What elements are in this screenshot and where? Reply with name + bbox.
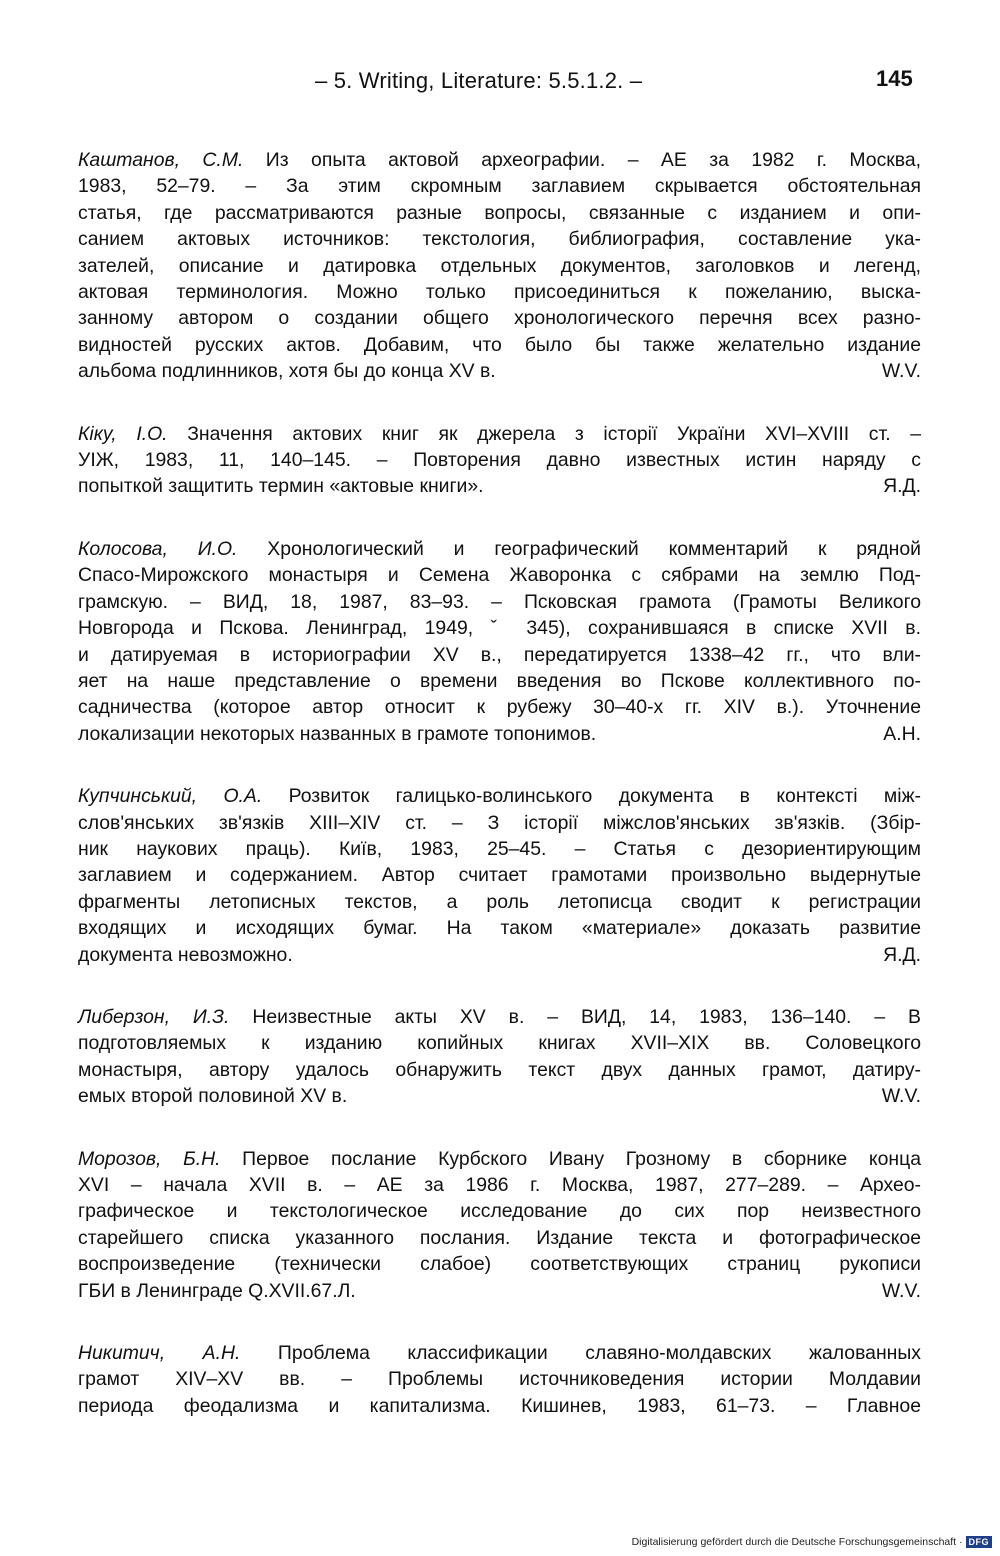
entry-author: Каштанов, С.М.: [78, 149, 244, 171]
entry-first-line: [78, 1340, 921, 1366]
entry-text: альбома подлинников, хотя бы до конца XV в.: [78, 360, 496, 383]
entry-line: периода феодализма и капитализма. Кишинев, 1983, 61–73. – Главное: [78, 1394, 921, 1417]
reviewer-initials: А.Н.: [883, 722, 921, 745]
entry-author: Купчинський, О.А.: [78, 785, 263, 808]
reviewer-initials: W.V.: [881, 1085, 921, 1108]
entry-line: садничества (которое автор относит к рубежу 30–40-х гг. XIV в.). Уточнение: [78, 696, 921, 719]
entry-last-line: [78, 721, 921, 747]
bibliography-entry: [78, 1146, 921, 1304]
entry-line: Спасо-Мирожского монастыря и Семена Жаворонка с сябрами на землю Под-: [78, 564, 921, 587]
entry-line: подготовляемых к изданию копийных книгах XVII–XIX вв. Соловецкого: [78, 1032, 921, 1055]
running-head: – 5. Writing, Literature: 5.5.1.2. –: [315, 68, 643, 93]
entry-author: Морозов, Б.Н.: [78, 1147, 221, 1170]
reviewer-initials: Я.Д.: [883, 475, 921, 498]
entry-text: емых второй половиной XV в.: [78, 1085, 348, 1108]
entry-first-line: [78, 1004, 921, 1030]
entry-line: статья, где рассматриваются разные вопросы, связанные с изданием и опи-: [78, 201, 921, 224]
entry-text: Неизвестные акты XV в. – ВИД, 14, 1983, 136–140. – В: [229, 1005, 921, 1028]
entry-line: входящих и исходящих бумаг. На таком «материале» доказать развитие: [78, 917, 921, 940]
entry-line: видностей русских актов. Добавим, что было бы также желательно издание: [78, 333, 921, 356]
entry-last-line: [78, 358, 921, 384]
entry-text: локализации некоторых названных в грамоте топонимов.: [78, 722, 597, 745]
entry-author: Кіку, І.О.: [78, 422, 168, 445]
entry-text: Первое послание Курбского Ивану Грозному в сборнике конца: [220, 1147, 921, 1170]
entry-first-line: [78, 783, 921, 809]
entry-line: грамот XIV–XV вв. – Проблемы источниковедения истории Молдавии: [78, 1368, 921, 1391]
bibliography-entry: [78, 421, 921, 500]
reviewer-initials: Я.Д.: [883, 943, 921, 966]
bibliography-entry: [78, 536, 921, 747]
entry-line: заглавием и содержанием. Автор считает грамотами произвольно выдернутые: [78, 864, 921, 887]
entry-last-line: [78, 1278, 921, 1304]
entry-line: грамскую. – ВИД, 18, 1987, 83–93. – Псковская грамота (Грамоты Великого: [78, 590, 921, 613]
page-number: 145: [876, 66, 913, 91]
bibliography-entry: [78, 1004, 921, 1110]
entry-first-line: [78, 1146, 921, 1172]
entry-author: Колосова, И.О.: [78, 537, 238, 560]
entry-line: слов'янських зв'язків XIII–XIV ст. – З історії міжслов'янських зв'язків. (Збір-: [78, 811, 921, 834]
entry-first-line: [78, 536, 921, 562]
entry-text: Значення актових книг як джерела з історії України XVI–XVIII ст. –: [167, 422, 921, 445]
footer-text: Digitalisierung gefördert durch die Deutsche Forschungsgemeinschaft ·: [631, 1536, 963, 1548]
entry-line: санием актовых источников: текстология, библиография, составление ука-: [78, 228, 921, 251]
entry-line: и датируемая в историографии XV в., передатируется 1338–42 гг., что вли-: [78, 643, 921, 666]
entry-line: воспроизведение (технически слабое) соответствующих страниц рукописи: [78, 1253, 921, 1276]
entry-line: XVI – начала XVII в. – АЕ за 1986 г. Москва, 1987, 277–289. – Архео-: [78, 1174, 921, 1196]
entry-line: 1983, 52–79. – За этим скромным заглавием скрывается обстоятельная: [78, 175, 921, 198]
entry-last-line: [78, 473, 921, 499]
entry-text: Хронологический и географический комментарий к рядной: [237, 537, 922, 560]
entry-line: яет на наше представление о времени введения во Пскове коллективного по-: [78, 669, 921, 692]
entry-first-line: [78, 421, 921, 447]
entry-author: Никитич, А.Н.: [78, 1342, 241, 1365]
entry-text: Из опыта актовой археографии. – АЕ за 1982 г. Москва,: [243, 149, 921, 171]
entry-text: документа невозможно.: [78, 943, 293, 966]
entry-line: старейшего списка указанного послания. Издание текста и фотографическое: [78, 1226, 921, 1249]
reviewer-initials: W.V.: [881, 1279, 921, 1302]
bibliography-entry: [78, 783, 921, 968]
bibliography-entry: [78, 147, 921, 385]
entry-line: актовая терминология. Можно только присоединиться к пожеланию, выска-: [78, 281, 921, 304]
entry-line: занному автором о создании общего хронологического перечня всех разно-: [78, 307, 921, 330]
entry-last-line: [78, 942, 921, 968]
entry-last-line: [78, 1083, 921, 1109]
entry-line: графическое и текстологическое исследование до сих пор неизвестного: [78, 1200, 921, 1223]
entry-text: попыткой защитить термин «актовые книги».: [78, 475, 484, 498]
entry-line: монастыря, автору удалось обнаружить текст двух данных грамот, датиру-: [78, 1058, 921, 1081]
entry-line: зателей, описание и датировка отдельных документов, заголовков и легенд,: [78, 254, 921, 277]
entry-text: Розвиток галицько-волинського документа в контексті між-: [262, 785, 922, 808]
digitization-footer: [632, 1536, 992, 1548]
entry-first-line: [78, 147, 921, 173]
bibliography-entry: [78, 1340, 921, 1419]
reviewer-initials: W.V.: [881, 360, 921, 383]
entry-line: УІЖ, 1983, 11, 140–145. – Повторения давно известных истин наряду с: [78, 449, 921, 472]
bibliography-entries: [78, 147, 921, 1455]
entry-author: Либерзон, И.З.: [78, 1005, 230, 1028]
entry-line: Новгорода и Пскова. Ленинград, 1949, ˇ 345), сохранившаяся в списке XVII в.: [78, 617, 921, 640]
entry-text: ГБИ в Ленинграде Q.XVII.67.Л.: [78, 1279, 356, 1302]
entry-text: Проблема классификации славяно-молдавских жалованных: [240, 1342, 922, 1365]
entry-line: ник наукових праць). Київ, 1983, 25–45. – Статья с дезориентирующим: [78, 837, 921, 860]
entry-line: фрагменты летописных текстов, а роль летописца сводит к регистрации: [78, 890, 921, 913]
dfg-logo: DFG: [966, 1536, 993, 1548]
